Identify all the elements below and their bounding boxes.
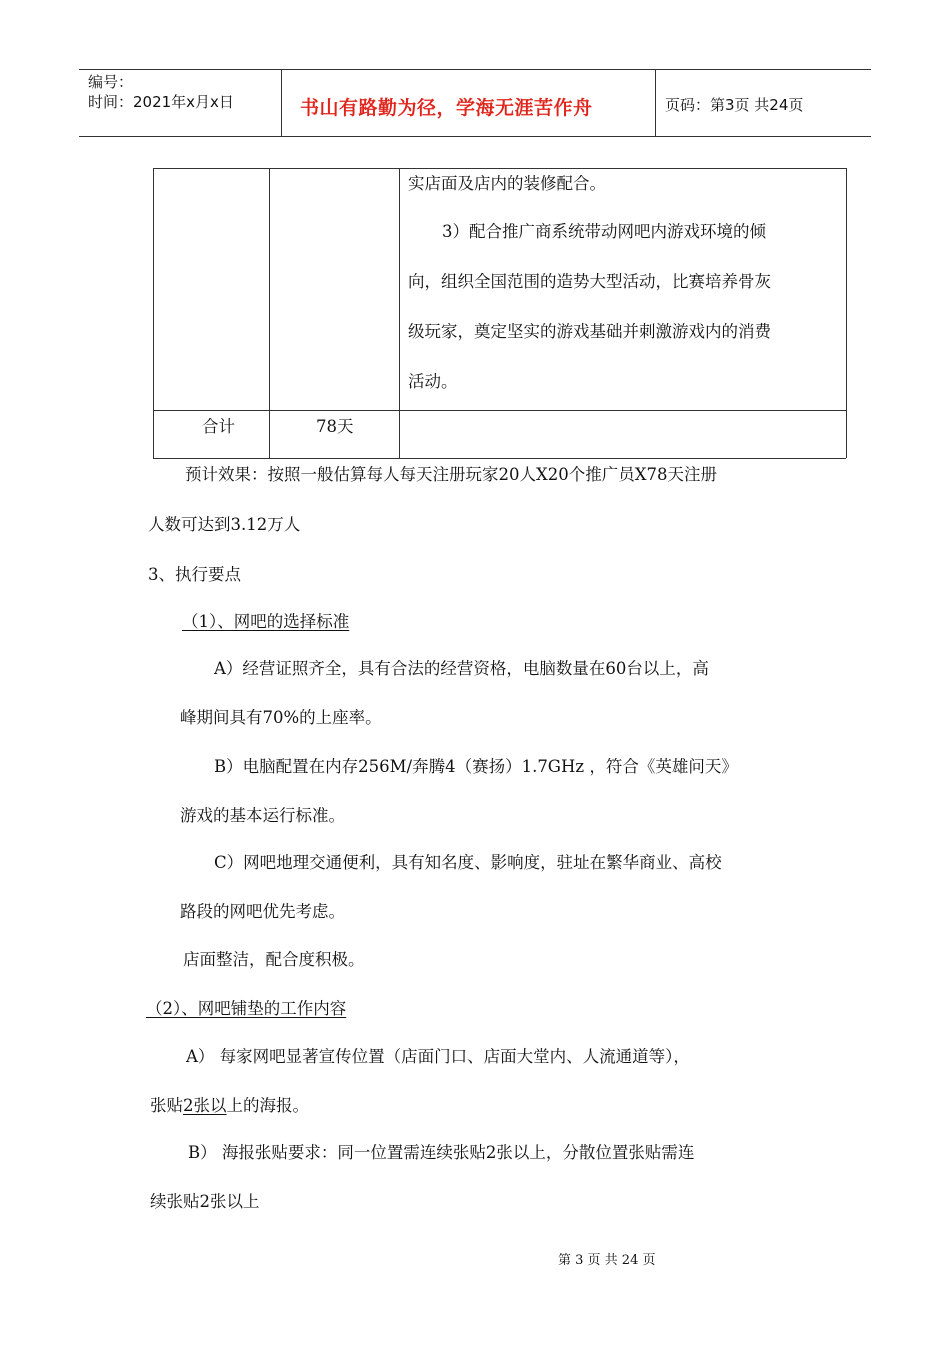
criteria-c-line: C）网吧地理交通便利，具有知名度、影响度，驻址在繁华商业、高校 xyxy=(214,853,722,872)
header-divider-2 xyxy=(655,69,656,136)
effect-line: 预计效果：按照一般估算每人每天注册玩家20人X20个推广员X78天注册 xyxy=(185,465,717,484)
table-row-divider xyxy=(153,410,846,411)
work-b-line: 续张贴2张以上 xyxy=(150,1192,260,1211)
table-bottom-border xyxy=(153,458,846,459)
subsection-heading: （1）、网吧的选择标准 xyxy=(182,612,350,631)
criteria-b-line: 游戏的基本运行标准。 xyxy=(180,806,345,825)
table-content-line: 3）配合推广商系统带动网吧内游戏环境的倾 xyxy=(442,222,766,241)
table-col-divider-2 xyxy=(399,168,400,458)
table-content-line: 级玩家，奠定坚实的游戏基础并刺激游戏内的消费 xyxy=(408,322,771,341)
table-content-line: 向，组织全国范围的造势大型活动，比赛培养骨灰 xyxy=(408,272,771,291)
work-a-underlined: 2张以 xyxy=(183,1096,227,1115)
table-content-line: 实店面及店内的装修配合。 xyxy=(408,174,606,193)
header-page-code: 页码：第3页 共24页 xyxy=(665,96,804,114)
criteria-a-line: 峰期间具有70%的上座率。 xyxy=(180,708,382,727)
criteria-c-line: 路段的网吧优先考虑。 xyxy=(180,902,345,921)
table-content-line: 活动。 xyxy=(408,372,458,391)
table-total-label: 合计 xyxy=(202,417,235,436)
header-divider-1 xyxy=(281,69,282,136)
page-footer: 第 3 页 共 24 页 xyxy=(558,1253,656,1268)
table-top-border xyxy=(153,168,846,169)
work-a-prefix: 张贴 xyxy=(150,1096,183,1115)
criteria-a-line: A）经营证照齐全，具有合法的经营资格，电脑数量在60台以上，高 xyxy=(214,659,709,678)
criteria-b-line: B）电脑配置在内存256M/奔腾4（赛扬）1.7GHz ，符合《英雄问天》 xyxy=(214,757,738,776)
criteria-clean-line: 店面整洁，配合度积极。 xyxy=(183,950,365,969)
document-time-label: 时间：2021年x月x日 xyxy=(88,93,234,111)
table-col-divider-1 xyxy=(269,168,270,458)
header-bottom-rule xyxy=(79,136,871,137)
section-heading: 3、执行要点 xyxy=(148,565,241,584)
effect-line: 人数可达到3.12万人 xyxy=(148,515,301,534)
subsection-heading: （2）、网吧铺垫的工作内容 xyxy=(146,999,347,1018)
work-b-line: B） 海报张贴要求：同一位置需连续张贴2张以上，分散位置张贴需连 xyxy=(188,1143,695,1162)
work-a-line: A） 每家网吧显著宣传位置（店面门口、店面大堂内、人流通道等）， xyxy=(186,1047,690,1066)
table-left-border xyxy=(153,168,154,458)
header-top-rule xyxy=(79,69,871,70)
table-right-border xyxy=(846,168,847,458)
document-number-label: 编号： xyxy=(88,73,134,91)
table-total-days: 78天 xyxy=(316,417,354,436)
header-motto: 书山有路勤为径，学海无涯苦作舟 xyxy=(300,97,593,119)
work-a-suffix: 上的海报。 xyxy=(226,1096,309,1115)
work-a-line xyxy=(150,1096,309,1116)
